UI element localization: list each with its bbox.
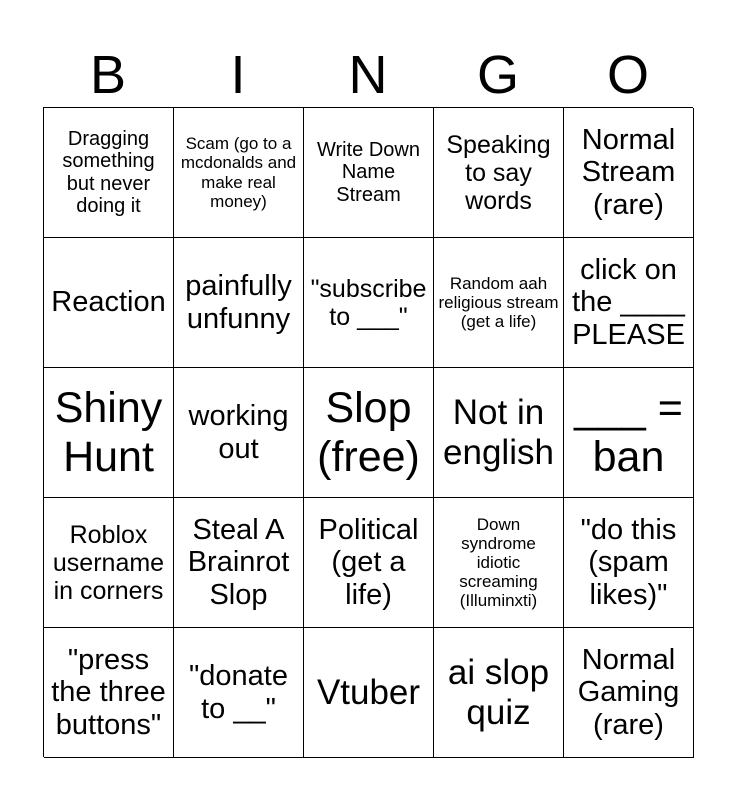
bingo-cell[interactable] [44, 498, 174, 628]
cell-text: working out [188, 400, 289, 465]
cell-text: "subscribe to ___" [310, 274, 427, 331]
cell-text: "do this (spam likes)" [580, 513, 677, 611]
cell-text: Reaction [51, 286, 166, 319]
cell-text: click on the ____ PLEASE [572, 253, 685, 351]
bingo-cell[interactable] [304, 108, 434, 238]
bingo-cell[interactable] [44, 108, 174, 238]
bingo-cell[interactable] [174, 368, 304, 498]
cell-text: Slop (free) [317, 384, 420, 481]
cell-text: Speaking to say words [446, 130, 551, 215]
bingo-cell[interactable] [434, 368, 564, 498]
cell-text: "donate to __" [189, 660, 288, 725]
bingo-cell[interactable] [434, 628, 564, 758]
bingo-cell[interactable] [564, 628, 694, 758]
cell-text: Political (get a life) [318, 513, 419, 611]
cell-text: ai slop quiz [447, 653, 550, 732]
bingo-cell[interactable] [304, 238, 434, 368]
cell-text: Steal A Brainrot Slop [187, 513, 290, 611]
bingo-cell[interactable] [434, 108, 564, 238]
cell-text: "press the three buttons" [51, 643, 166, 741]
cell-text: Write Down Name Stream [317, 138, 420, 206]
bingo-cell[interactable] [44, 368, 174, 498]
bingo-cell[interactable] [304, 628, 434, 758]
bingo-cell[interactable] [564, 108, 694, 238]
bingo-cell[interactable] [434, 498, 564, 628]
bingo-cell[interactable] [174, 498, 304, 628]
bingo-cell[interactable] [564, 368, 694, 498]
bingo-header [43, 44, 693, 106]
bingo-cell[interactable] [304, 498, 434, 628]
bingo-cell[interactable] [304, 368, 434, 498]
cell-text: Not in english [443, 393, 554, 472]
cell-text: Roblox username in corners [52, 520, 165, 605]
bingo-cell[interactable] [44, 628, 174, 758]
cell-text: Normal Stream (rare) [581, 123, 676, 221]
bingo-cell[interactable] [434, 238, 564, 368]
cell-text: Random aah religious stream (get a life) [438, 273, 559, 332]
cell-text: Down syndrome idiotic screaming (Illuminxti) [459, 514, 538, 611]
cell-text: Scam (go to a mcdonalds and make real money) [180, 134, 297, 211]
bingo-cell[interactable] [174, 238, 304, 368]
bingo-cell[interactable] [564, 498, 694, 628]
cell-text: Normal Gaming (rare) [577, 643, 680, 741]
bingo-cell[interactable] [174, 108, 304, 238]
header-letter-o: O [606, 45, 649, 105]
header-letter-g: G [476, 45, 519, 105]
cell-text: painfully unfunny [185, 270, 292, 335]
header-letter-i: I [230, 45, 246, 105]
header-letter-n: N [348, 45, 388, 105]
bingo-cell[interactable] [174, 628, 304, 758]
bingo-cell[interactable] [44, 238, 174, 368]
cell-text: Shiny Hunt [54, 384, 163, 481]
cell-text: Vtuber [316, 672, 421, 712]
bingo-board [43, 107, 693, 757]
header-letter-b: B [89, 45, 127, 105]
bingo-cell[interactable] [564, 238, 694, 368]
cell-text: ___ = ban [574, 384, 683, 481]
cell-text: Dragging something but never doing it [62, 127, 155, 217]
